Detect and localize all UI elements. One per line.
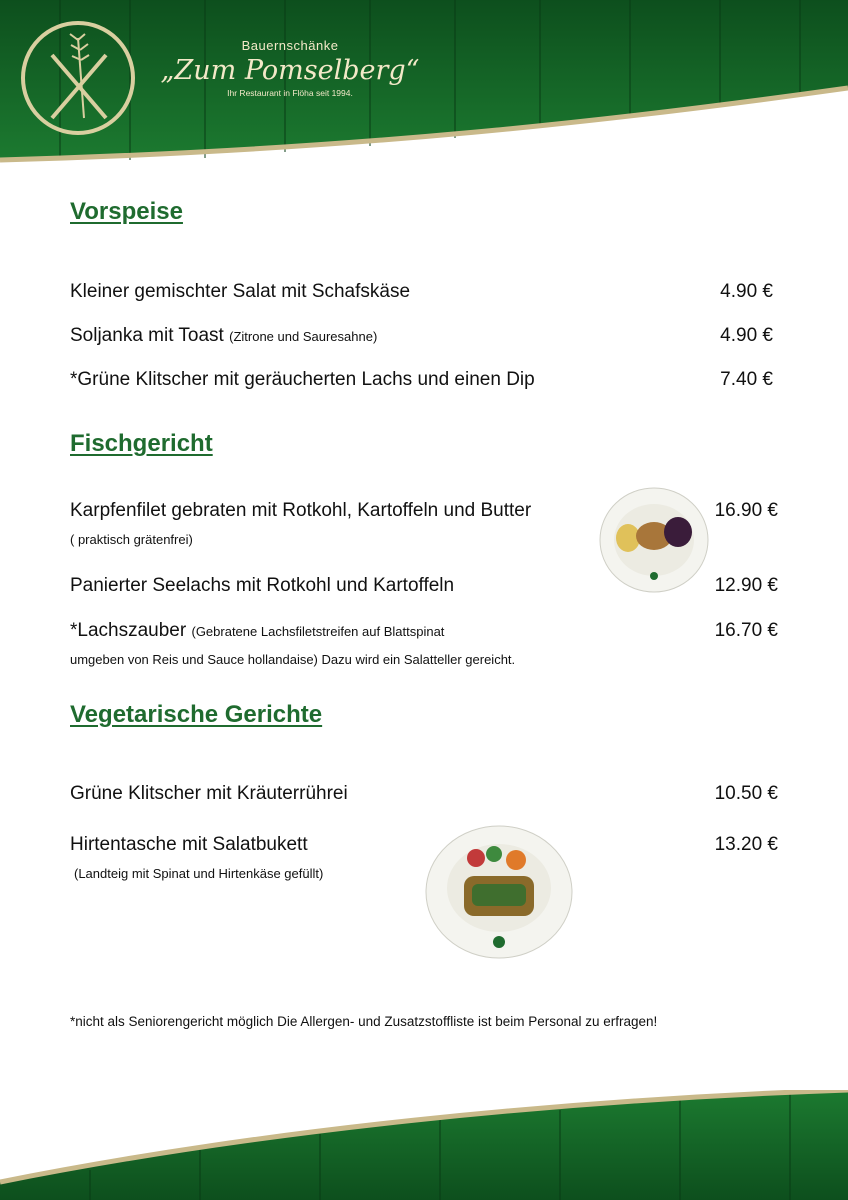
item-note: ( praktisch grätenfrei) [70,532,193,547]
item-price: 16.70 € [714,620,778,641]
hirtentasche-dish-photo [424,824,574,960]
menu-item [70,369,535,391]
footnote: *nicht als Seniorengericht möglich Die Allergen- und Zusatzstoffliste ist beim Personal zu erfragen! [70,1014,658,1029]
item-name: Kleiner gemischter Salat mit Schafskäse [70,281,411,302]
menu-item [70,500,531,522]
item-price: 13.20 € [714,834,778,855]
item-price: 12.90 € [714,575,778,596]
item-note: (Landteig mit Spinat und Hirtenkäse gefüllt) [74,866,324,881]
item-price: 7.40 € [720,369,773,390]
item-price: 4.90 € [720,281,773,302]
section-title-vegetarisch: Vegetarische Gerichte [70,701,323,728]
footer-banner [0,1090,848,1200]
brand-block [150,38,430,98]
section-title-vorspeise: Vorspeise [70,198,183,225]
menu-item [70,620,444,642]
item-name: *Lachszauber [70,620,187,641]
item-name: *Grüne Klitscher mit geräucherten Lachs und einen Dip [70,369,535,390]
item-price: 16.90 € [714,500,778,521]
menu-item [70,575,454,597]
item-name: Hirtentasche mit Salatbukett [70,834,308,855]
item-note: (Gebratene Lachsfiletstreifen auf Blattspinat [191,624,445,639]
item-note: (Zitrone und Sauresahne) [229,329,378,344]
carp-dish-photo [598,486,710,594]
item-price: 4.90 € [720,325,773,346]
item-name: Grüne Klitscher mit Kräuterrührei [70,783,348,804]
footer-wood-background [0,1090,848,1200]
menu-item [70,783,348,805]
brand-tagline: Ihr Restaurant in Flöha seit 1994. [227,88,353,98]
section-title-fischgericht: Fischgericht [70,430,213,457]
menu-item [70,325,377,347]
brand-prefix: Bauernschänke [241,38,339,53]
item-note-continued: umgeben von Reis und Sauce hollandaise) Dazu wird ein Salatteller gereicht. [70,652,516,667]
menu-item [70,834,308,856]
item-price: 10.50 € [714,783,778,804]
item-name: Panierter Seelachs mit Rotkohl und Kartoffeln [70,575,455,596]
menu-item [70,281,410,303]
brand-name: „Zum Pomselberg“ [160,55,420,86]
item-name: Karpfenfilet gebraten mit Rotkohl, Kartoffeln und Butter [70,500,532,521]
item-name: Soljanka mit Toast [70,325,224,346]
